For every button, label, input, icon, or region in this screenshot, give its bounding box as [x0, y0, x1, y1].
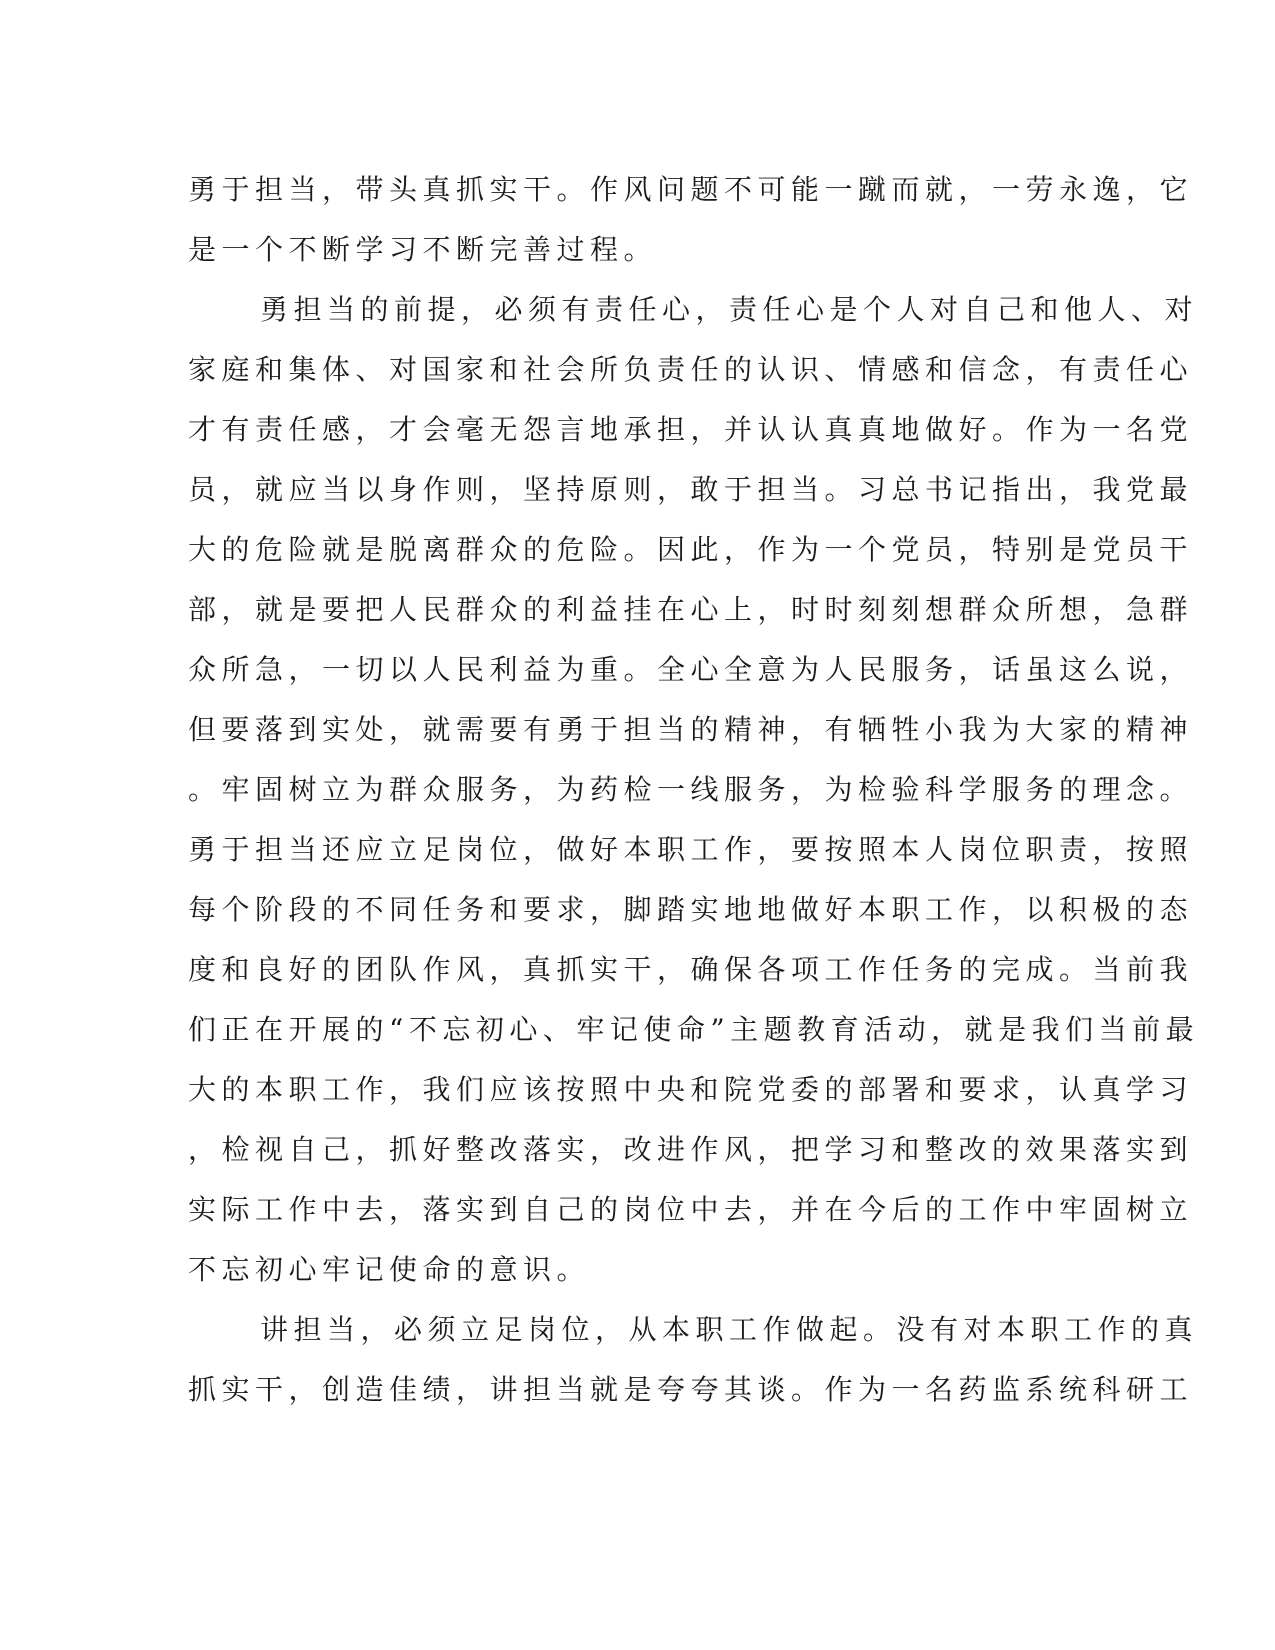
text-line: 是一个不断学习不断完善过程。	[188, 233, 658, 266]
text-line: 每个阶段的不同任务和要求，脚踏实地地做好本职工作，以积极的态	[188, 893, 1194, 926]
text-line: 不忘初心牢记使命的意识。	[188, 1253, 591, 1286]
text-line: 。牢固树立为群众服务，为药检一线服务，为检验科学服务的理念。	[188, 773, 1194, 806]
text-line: 度和良好的团队作风，真抓实干，确保各项工作任务的完成。当前我	[188, 953, 1194, 986]
text-line: 们正在开展的“不忘初心、牢记使命”主题教育活动，就是我们当前最	[188, 1013, 1200, 1046]
paragraph-first-line: 讲担当，必须立足岗位，从本职工作做起。没有对本职工作的真	[260, 1313, 1199, 1346]
text-line: 大的本职工作，我们应该按照中央和院党委的部署和要求，认真学习	[188, 1073, 1194, 1106]
text-line: 大的危险就是脱离群众的危险。因此，作为一个党员，特别是党员干	[188, 533, 1194, 566]
text-line: 但要落到实处，就需要有勇于担当的精神，有牺牲小我为大家的精神	[188, 713, 1194, 746]
text-line: 实际工作中去，落实到自己的岗位中去，并在今后的工作中牢固树立	[188, 1193, 1194, 1226]
text-line: 勇于担当，带头真抓实干。作风问题不可能一蹴而就，一劳永逸，它	[188, 173, 1194, 206]
text-line: 众所急，一切以人民利益为重。全心全意为人民服务，话虽这么说，	[188, 653, 1194, 686]
text-line: 勇于担当还应立足岗位，做好本职工作，要按照本人岗位职责，按照	[188, 833, 1194, 866]
paragraph-first-line: 勇担当的前提，必须有责任心，责任心是个人对自己和他人、对	[260, 293, 1199, 326]
text-line: ，检视自己，抓好整改落实，改进作风，把学习和整改的效果落实到	[188, 1133, 1194, 1166]
text-line: 家庭和集体、对国家和社会所负责任的认识、情感和信念，有责任心	[188, 353, 1194, 386]
text-line: 员，就应当以身作则，坚持原则，敢于担当。习总书记指出，我党最	[188, 473, 1194, 506]
text-line: 部，就是要把人民群众的利益挂在心上，时时刻刻想群众所想，急群	[188, 593, 1194, 626]
text-line: 抓实干，创造佳绩，讲担当就是夸夸其谈。作为一名药监系统科研工	[188, 1373, 1194, 1406]
body-text	[188, 160, 1200, 1420]
text-line: 才有责任感，才会毫无怨言地承担，并认认真真地做好。作为一名党	[188, 413, 1194, 446]
